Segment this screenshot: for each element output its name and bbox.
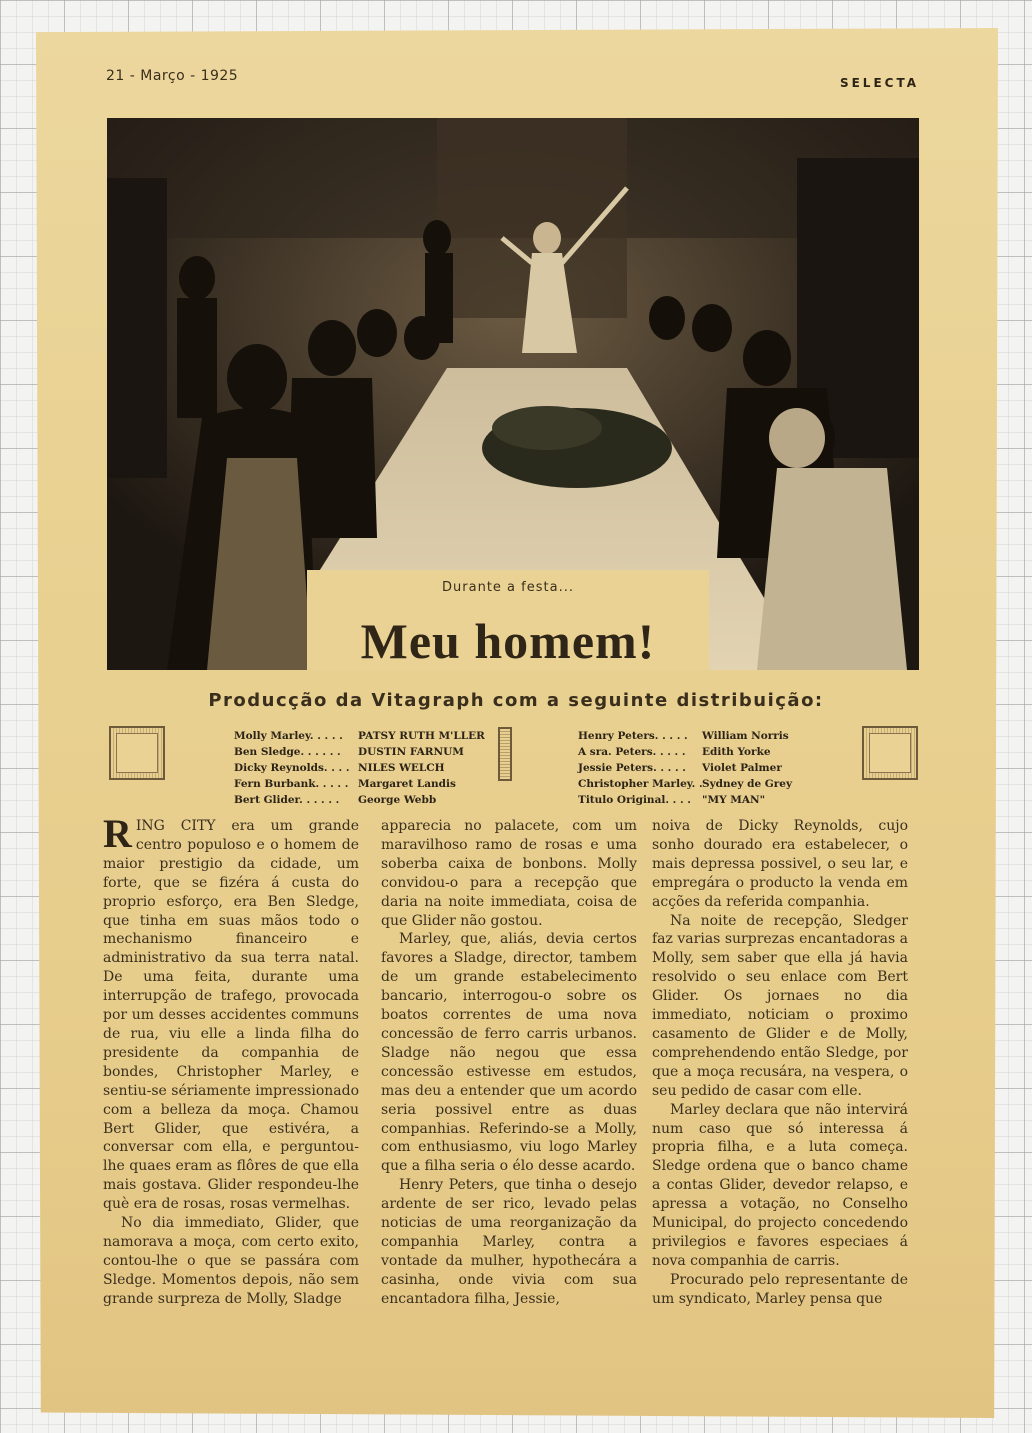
- cast-row: [234, 728, 485, 744]
- cast-role: A sra. Peters. . . . .: [578, 746, 686, 758]
- cast-role: Titulo Original. . . .: [578, 794, 691, 806]
- article-paragraph: No dia immediato, Glider, que namorava a moça, com certo exito, contou-lhe o que se passára com Sledge. Momentos depois, não sem grande surpreza de Molly, Sladge: [103, 1215, 359, 1307]
- article-column-1: [103, 811, 359, 1309]
- article-column-2: [381, 817, 637, 1309]
- cast-row: [234, 744, 485, 760]
- cast-actor: Sydney de Grey: [702, 778, 793, 790]
- article-title: Meu homem!: [360, 613, 656, 669]
- drop-cap: R: [103, 811, 132, 856]
- photo-caption: Durante a festa...: [442, 580, 574, 595]
- cast-row: [234, 792, 485, 808]
- cast-row: [578, 792, 792, 808]
- cast-row: [578, 776, 792, 792]
- article-paragraph: Marley declara que não intervirá num caso que só interessa á propria filha, e a luta começa. Sledge ordena que o banco chame a contas Glider, devedor relapso, e apressa a votação, no Conselho Municipal, do projecto concedendo privilegios e favores especiaes á nova companhia de carris.: [652, 1101, 908, 1269]
- cast-row: [578, 728, 792, 744]
- cast-actor: George Webb: [358, 794, 437, 806]
- article-paragraph: Marley, que, aliás, devia certos favores a Sladge, director, tambem de um grande estabelecimento bancario, interrogou-o sobre os boatos correntes de uma nova concessão de ferro carris urbanos. Sladge não negou que essa concessão estivesse em estudos, mas deu a entender que um acordo seria possivel entre as duas companhias. Referindo-se a Molly, com enthusiasmo, viu logo Marley que a filha seria o élo desse acardo.: [381, 931, 637, 1175]
- cast-list-left: [234, 728, 485, 808]
- cast-row: [578, 744, 792, 760]
- article-column-3: [652, 817, 908, 1309]
- cast-actor: Violet Palmer: [702, 762, 782, 774]
- cast-role: Ben Sledge. . . . . .: [234, 746, 341, 758]
- cast-row: [234, 760, 485, 776]
- cast-role: Jessie Peters. . . . .: [578, 762, 686, 774]
- cast-actor: "MY MAN": [702, 794, 766, 806]
- article-paragraph: Henry Peters, que tinha o desejo ardente de ser rico, levado pelas noticias de uma reorganização da companhia Marley, contra a vontade da mulher, hypothecára a casinha, onde vivia com sua encantadora filha, Jessie,: [381, 1177, 637, 1307]
- cast-role: Fern Burbank. . . . .: [234, 778, 349, 790]
- cast-role: Molly Marley. . . . .: [234, 730, 343, 742]
- article-paragraph: apparecia no palacete, com um maravilhoso ramo de rosas e uma soberba caixa de bonbons. Molly convidou-o para a recepção que daria na noite immediata, coisa de que Glider não gostou.: [381, 818, 637, 929]
- magazine-name: SELECTA: [839, 76, 919, 90]
- cast-role: Christopher Marley. .: [578, 778, 703, 790]
- ornament-frame-right: [862, 726, 918, 780]
- cast-row: [578, 760, 792, 776]
- ornament-frame-left: [109, 726, 165, 780]
- ornament-bar-center: [498, 727, 512, 781]
- paragraph-text: ING CITY era um grande centro populoso e o homem de maior prestigio da cidade, um forte, que se fizéra á custa do proprio esforço, era Ben Sledge, que tinha em suas mãos todo o mechanismo financeiro e administrativo da sua terra natal. De uma feita, durante uma interrupção de trafego, provocada por um desses accidentes communs de rua, viu elle a linda filha do presidente da companhia de bondes, Christopher Marley, e sentiu-se sériamente impressionado com a belleza da moça. Chamou Bert Glider, que estivéra, a conversar com ella, e perguntou-lhe quaes eram as flôres de que ella mais gostava. Glider respondeu-lhe què era de rosas, rosas vermelhas.: [103, 818, 359, 1213]
- cast-list-right: [578, 728, 792, 808]
- article-paragraph: noiva de Dicky Reynolds, cujo sonho dourado era estabelecer, o mais depressa possivel, o seu lar, e empregára o producto la venda em acções da referida companhia.: [652, 818, 908, 910]
- issue-date: 21 - Março - 1925: [106, 68, 239, 84]
- cast-role: Bert Glider. . . . . .: [234, 794, 340, 806]
- cast-actor: PATSY RUTH M'LLER: [358, 730, 485, 742]
- cast-actor: Edith Yorke: [702, 746, 771, 758]
- cast-actor: DUSTIN FARNUM: [358, 746, 464, 758]
- cast-role: Dicky Reynolds. . . .: [234, 762, 350, 774]
- cast-actor: NILES WELCH: [358, 762, 445, 774]
- article-paragraph: [103, 811, 359, 1214]
- article-paragraph: Procurado pelo representante de um syndicato, Marley pensa que: [652, 1271, 908, 1307]
- article-paragraph: Na noite de recepção, Sledger faz varias surprezas encantadoras a Molly, sem saber que ella já havia resolvido o seu enlace com Bert Glider. Os jornaes no dia immediato, noticiam o proximo casamento de Glider e de Molly, comprehendendo então Sledge, por que a moça recusára, na vespera, o seu pedido de casar com elle.: [652, 912, 908, 1099]
- cast-row: [234, 776, 485, 792]
- cast-actor: Margaret Landis: [358, 778, 456, 790]
- cast-role: Henry Peters. . . . .: [578, 730, 688, 742]
- article-subtitle: Producção da Vitagraph com a seguinte distribuição:: [208, 690, 824, 711]
- cast-actor: William Norris: [702, 730, 789, 742]
